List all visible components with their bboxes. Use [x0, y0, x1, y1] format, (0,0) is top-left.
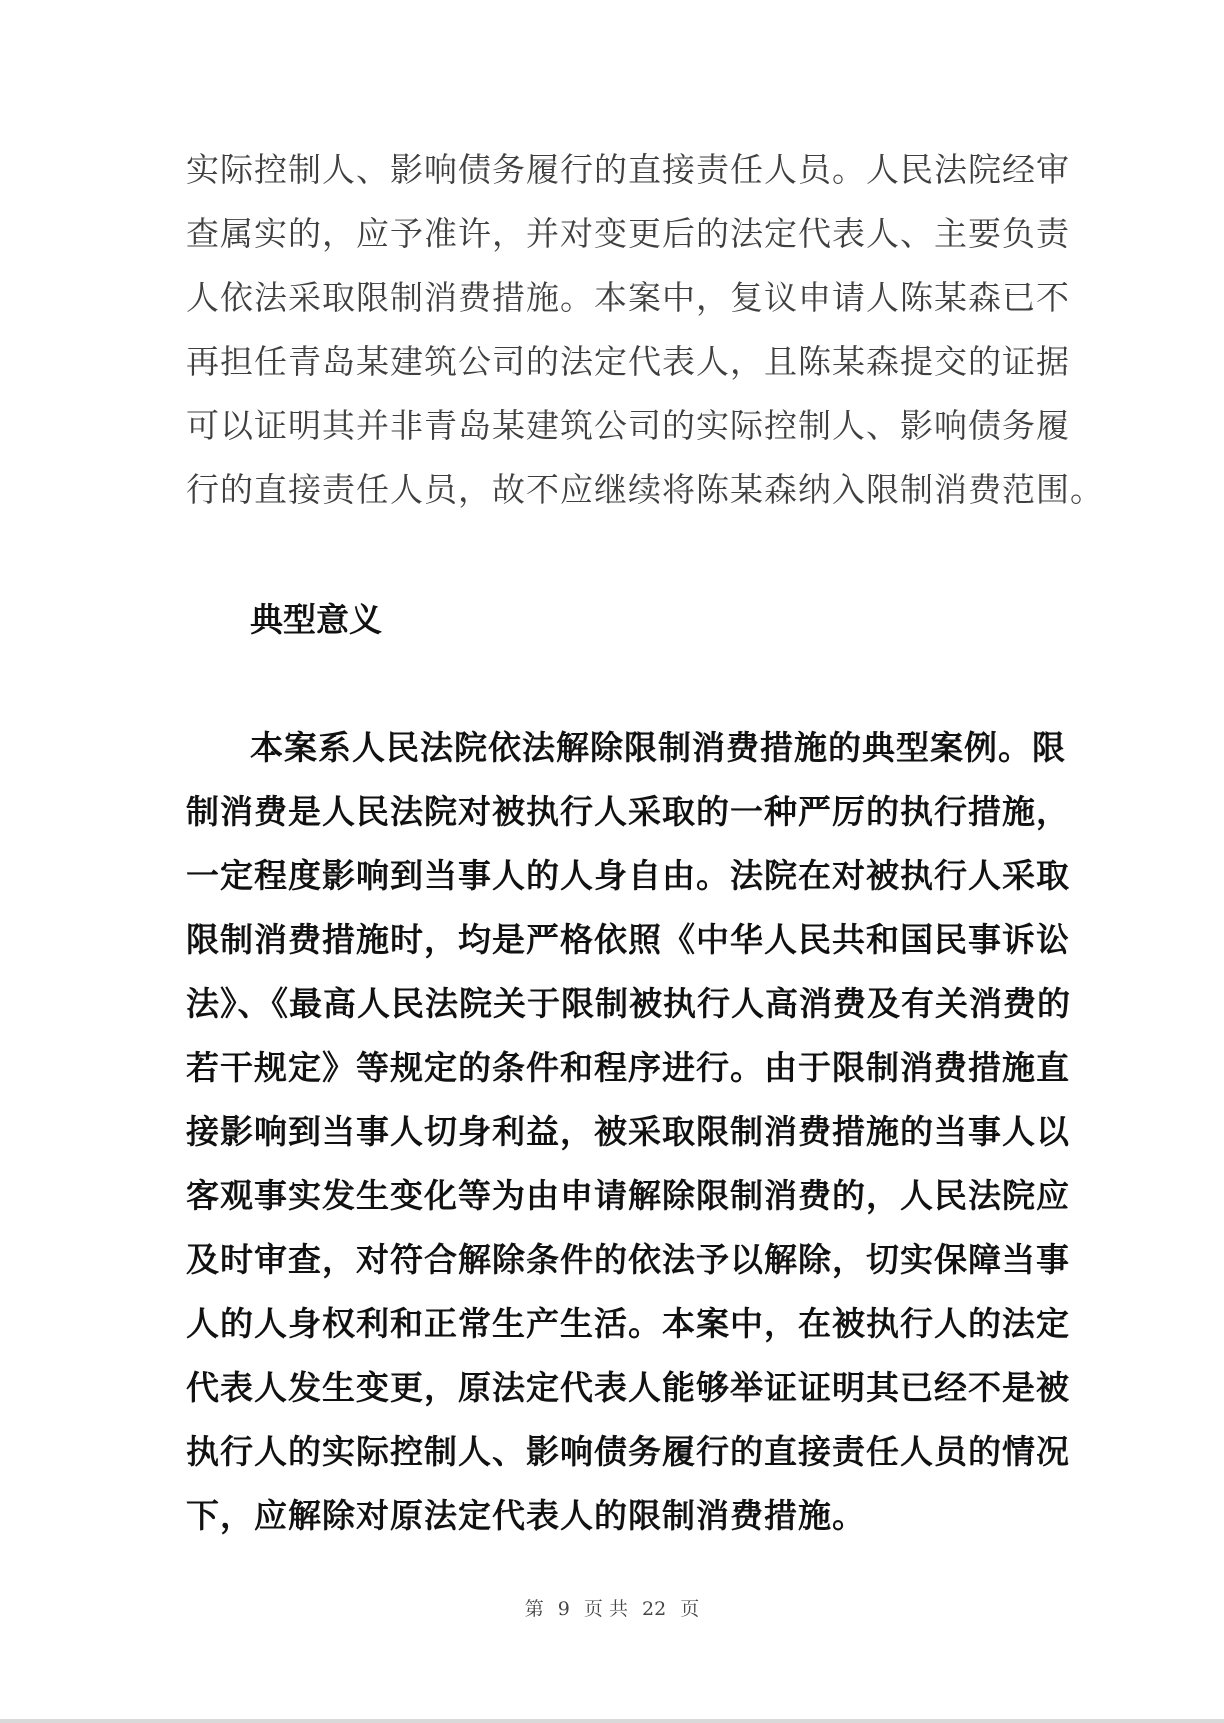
- page-label-post: 页: [680, 1598, 700, 1620]
- paragraph-line: 本案系人民法院依法解除限制消费措施的典型案例。限: [250, 728, 1066, 767]
- paragraph-line: 限制消费措施时，均是严格依照《中华人民共和国民事诉讼: [186, 920, 1070, 959]
- paragraph-line: 下，应解除对原法定代表人的限制消费措施。: [186, 1496, 866, 1535]
- paragraph-line: 再担任青岛某建筑公司的法定代表人，且陈某森提交的证据: [186, 342, 1070, 381]
- paragraph-line: 代表人发生变更，原法定代表人能够举证证明其已经不是被: [186, 1368, 1070, 1407]
- paragraph-line: 行的直接责任人员，故不应继续将陈某森纳入限制消费范围。: [186, 470, 1104, 509]
- page-number-footer: [0, 1594, 1224, 1621]
- paragraph-line: 实际控制人、影响债务履行的直接责任人员。人民法院经审: [186, 150, 1070, 189]
- paragraph-line: 接影响到当事人切身利益，被采取限制消费措施的当事人以: [186, 1112, 1070, 1151]
- page-bottom-border: [0, 1719, 1224, 1723]
- page-current: 9: [557, 1598, 570, 1620]
- paragraph-line: 及时审查，对符合解除条件的依法予以解除，切实保障当事: [186, 1240, 1070, 1279]
- paragraph-line: 执行人的实际控制人、影响债务履行的直接责任人员的情况: [186, 1432, 1070, 1471]
- page-label-mid: 页 共: [583, 1598, 628, 1620]
- paragraph-line: 法》、《最高人民法院关于限制被执行人高消费及有关消费的: [186, 984, 1071, 1023]
- paragraph-line: 人依法采取限制消费措施。本案中，复议申请人陈某森已不: [186, 278, 1070, 317]
- page-total: 22: [642, 1598, 667, 1620]
- page-label-pre: 第: [524, 1598, 544, 1620]
- paragraph-line: 可以证明其并非青岛某建筑公司的实际控制人、影响债务履: [186, 406, 1070, 445]
- paragraph-line: 客观事实发生变化等为由申请解除限制消费的，人民法院应: [186, 1176, 1070, 1215]
- section-heading: 典型意义: [250, 600, 382, 639]
- paragraph-line: 若干规定》等规定的条件和程序进行。由于限制消费措施直: [186, 1048, 1070, 1087]
- paragraph-line: 制消费是人民法院对被执行人采取的一种严厉的执行措施，: [186, 792, 1070, 831]
- paragraph-line: 人的人身权利和正常生产生活。本案中，在被执行人的法定: [186, 1304, 1070, 1343]
- paragraph-line: 查属实的，应予准许，并对变更后的法定代表人、主要负责: [186, 214, 1070, 253]
- paragraph-line: 一定程度影响到当事人的人身自由。法院在对被执行人采取: [186, 856, 1070, 895]
